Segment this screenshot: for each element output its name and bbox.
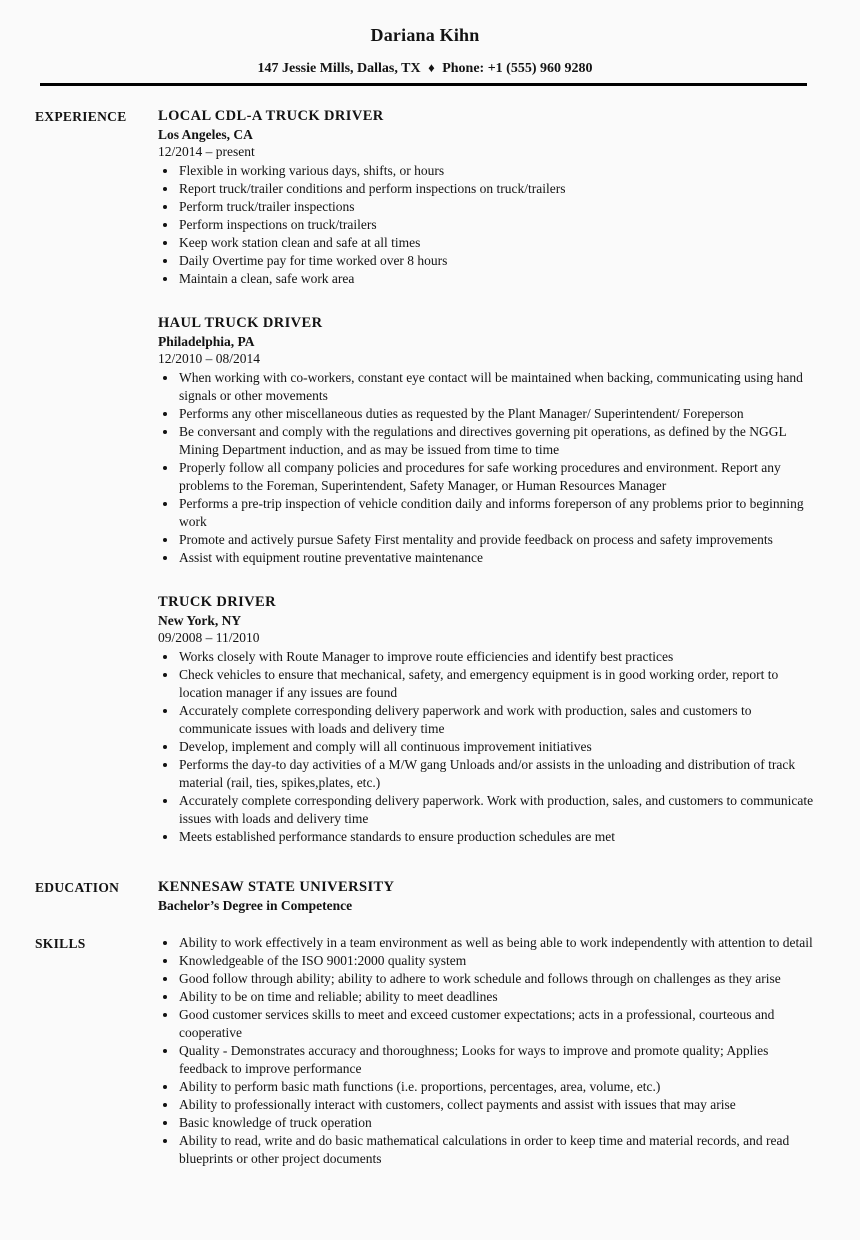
education-content [158,878,818,915]
experience-content [158,107,818,846]
bullet-item: • Assist with equipment routine preventative maintenance [178,549,818,567]
bullet-item: • Perform truck/trailer inspections [178,198,818,216]
bullet-item: • Be conversant and comply with the regulations and directives governing pit operations, as defined by the NGGL Mining Department induction, and as may be issued from time to time [178,423,818,459]
bullet-item: • Perform inspections on truck/trailers [178,216,818,234]
job-entry [158,314,818,567]
bullet-item: • Keep work station clean and safe at all times [178,234,818,252]
skill-item: • Good customer services skills to meet and exceed customer expectations; acts in a professional, courteous and cooperative [178,1006,818,1042]
job-dates: 12/2014 – present [158,144,255,159]
section-education [0,878,860,915]
education-school: KENNESAW STATE UNIVERSITY [158,879,395,895]
skills-bullet-list [158,934,818,1168]
bullet-item: • Develop, implement and comply will all continuous improvement initiatives [178,738,818,756]
job-title: LOCAL CDL-A TRUCK DRIVER [158,108,384,124]
contact-line [40,59,810,78]
skill-item: • Ability to read, write and do basic mathematical calculations in order to keep time and material records, and read blueprints or other project documents [178,1132,818,1168]
resume-header [40,0,810,78]
contact-address: 147 Jessie Mills, Dallas, TX [257,61,421,76]
bullet-item: • Flexible in working various days, shifts, or hours [178,162,818,180]
job-dates: 12/2010 – 08/2014 [158,351,261,366]
bullet-item: • Check vehicles to ensure that mechanical, safety, and emergency equipment is in good working order, report to location manager if any issues are found [178,666,818,702]
bullet-item: • Promote and actively pursue Safety First mentality and provide feedback on process and safety improvements [178,531,818,549]
bullet-item: • Performs any other miscellaneous duties as requested by the Plant Manager/ Superintendent/ Foreperson [178,405,818,423]
job-location: Los Angeles, CA [158,127,253,142]
skill-item: • Ability to perform basic math functions (i.e. proportions, percentages, area, volume, etc.) [178,1078,818,1096]
job-title: TRUCK DRIVER [158,594,276,610]
job-location: Philadelphia, PA [158,334,255,349]
page-title: Dariana Kihn [370,25,480,45]
section-skills [0,934,860,1168]
bullet-item: • Properly follow all company policies and procedures for safe working procedures and environment. Report any problems to the Foreman, Superintendent, Safety Manager, or Human Resources Manager [178,459,818,495]
job-entry [158,593,818,846]
skill-item: • Ability to work effectively in a team environment as well as being able to work independently with attention to detail [178,934,818,952]
job-bullet-list [158,648,818,846]
skills-section-label: SKILLS [35,936,86,951]
job-title: HAUL TRUCK DRIVER [158,315,323,331]
bullet-item: • Maintain a clean, safe work area [178,270,818,288]
job-entry [158,107,818,288]
bullet-item: • Performs a pre-trip inspection of vehicle condition daily and informs foreperson of any problems prior to beginning work [178,495,818,531]
contact-phone: Phone: +1 (555) 960 9280 [442,61,593,76]
bullet-item: • Report truck/trailer conditions and perform inspections on truck/trailers [178,180,818,198]
header-divider [40,83,807,86]
skill-item: • Ability to professionally interact with customers, collect payments and assist with issues that may arise [178,1096,818,1114]
job-dates: 09/2008 – 11/2010 [158,630,260,645]
education-section-label: EDUCATION [35,880,120,895]
bullet-item: • Accurately complete corresponding delivery paperwork. Work with production, sales, and customers to communicate issues with loads and delivery time [178,792,818,828]
skill-item: • Quality - Demonstrates accuracy and thoroughness; Looks for ways to improve and promote quality; Applies feedback to improve performance [178,1042,818,1078]
skill-item: • Good follow through ability; ability to adhere to work schedule and follows through on challenges as they arise [178,970,818,988]
bullet-item: • Works closely with Route Manager to improve route efficiencies and identify best practices [178,648,818,666]
education-degree: Bachelor’s Degree in Competence [158,898,353,913]
skill-item: • Ability to be on time and reliable; ability to meet deadlines [178,988,818,1006]
bullet-item: • Performs the day-to day activities of a M/W gang Unloads and/or assists in the unloading and distribution of track material (rail, ties, spikes,plates, etc.) [178,756,818,792]
skill-item: • Basic knowledge of truck operation [178,1114,818,1132]
bullet-item: • Daily Overtime pay for time worked over 8 hours [178,252,818,270]
job-bullet-list [158,162,818,288]
skills-content [158,934,818,1168]
diamond-separator-icon: ♦ [428,60,435,75]
job-bullet-list [158,369,818,567]
bullet-item: • Accurately complete corresponding delivery paperwork and work with production, sales and customers to communicate issues with loads and delivery time [178,702,818,738]
bullet-item: • When working with co-workers, constant eye contact will be maintained when backing, communicating using hand signals or other movements [178,369,818,405]
section-experience [0,107,860,846]
experience-section-label: EXPERIENCE [35,109,127,124]
skill-item: • Knowledgeable of the ISO 9001:2000 quality system [178,952,818,970]
job-location: New York, NY [158,613,242,628]
bullet-item: • Meets established performance standards to ensure production schedules are met [178,828,818,846]
